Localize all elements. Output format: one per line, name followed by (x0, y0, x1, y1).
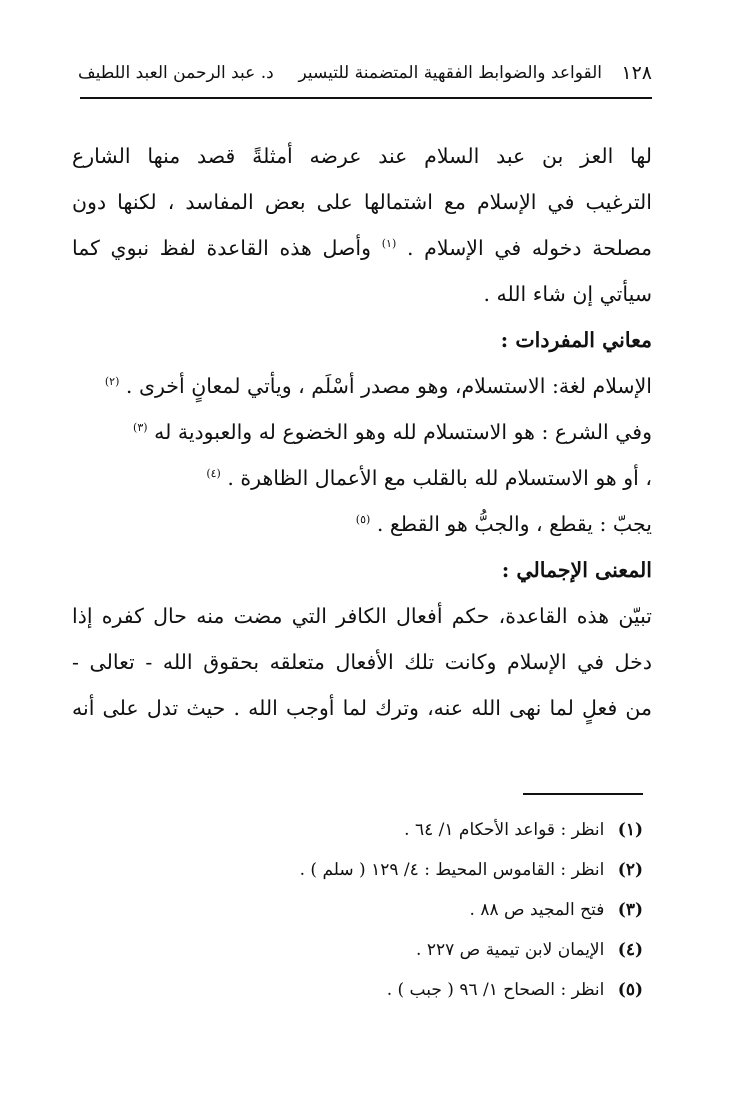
text-line: سيأتي إن شاء الله . (483, 282, 652, 306)
footnote-marker: (٤) (206, 467, 221, 481)
footnotes (150, 810, 643, 1010)
footnote-text: الإيمان لابن تيمية ص ٢٢٧ . (416, 940, 605, 960)
text-line (72, 455, 652, 501)
text-line: تبيّن هذه القاعدة، حكم أفعال الكافر التي مضت منه حال كفره إذا (72, 604, 652, 628)
section-heading-meaning: المعنى الإجمالي : (501, 558, 652, 582)
footnote-marker: (١) (381, 237, 397, 251)
text-line: لها العز بن عبد السلام عند عرضه أمثلةً قصد منها الشارع (72, 144, 652, 168)
footnote-number: (٤) (617, 940, 643, 960)
text-fragment: وأصل هذه القاعدة لفظ نبوي كما (72, 236, 372, 260)
footnote (150, 930, 643, 970)
footnote-number: (٣) (617, 900, 643, 920)
footnote-marker: (٢) (104, 375, 120, 389)
footnote-text: انظر : القاموس المحيط : ٤/ ١٢٩ ( سلم ) . (299, 860, 605, 880)
running-header (78, 58, 652, 92)
text-line (72, 363, 652, 409)
book-title: القواعد والضوابط الفقهية المتضمنة للتيسير (298, 63, 602, 83)
section-heading-vocab: معاني المفردات : (500, 328, 652, 352)
text-line (72, 501, 652, 547)
text-line: الترغيب في الإسلام مع اشتمالها على بعض المفاسد ، لكنها دون (72, 190, 652, 214)
footnote-separator (523, 793, 643, 795)
footnote-number: (٥) (617, 980, 643, 1000)
footnote-text: فتح المجيد ص ٨٨ . (469, 900, 605, 920)
text-fragment: الإسلام لغة: الاستسلام، وهو مصدر أسْلَم ، ويأتي لمعانٍ أخرى . (125, 374, 652, 398)
footnote-number: (١) (617, 820, 643, 840)
footnote-text: انظر : الصحاح ١/ ٩٦ ( جبب ) . (386, 980, 605, 1000)
text-fragment: وفي الشرع : هو الاستسلام لله وهو الخضوع له والعبودية له (154, 420, 652, 444)
footnote-text: انظر : قواعد الأحكام ١/ ٦٤ . (404, 820, 605, 840)
footnote-marker: (٥) (355, 513, 371, 527)
footnote (150, 850, 643, 890)
text-line: دخل في الإسلام وكانت تلك الأفعال متعلقه بحقوق الله - تعالى - (72, 650, 652, 674)
footnote-marker: (٣) (133, 421, 148, 435)
text-line (72, 409, 652, 455)
text-fragment: مصلحة دخوله في الإسلام . (406, 236, 652, 260)
text-fragment: ، أو هو الاستسلام لله بالقلب مع الأعمال الظاهرة . (227, 466, 652, 490)
page-number: ١٢٨ (621, 62, 652, 84)
header-rule (80, 97, 652, 99)
footnote (150, 890, 643, 930)
text-line (72, 225, 652, 271)
author-name: د. عبد الرحمن العبد اللطيف (78, 63, 274, 83)
text-fragment: يجبّ : يقطع ، والجبُّ هو القطع . (376, 512, 652, 536)
footnote-number: (٢) (617, 860, 643, 880)
text-line: من فعلٍ لما نهى الله عنه، وترك لما أوجب الله . حيث تدل على أنه (72, 696, 652, 720)
main-text (72, 133, 652, 731)
footnote (150, 810, 643, 850)
footnote (150, 970, 643, 1010)
